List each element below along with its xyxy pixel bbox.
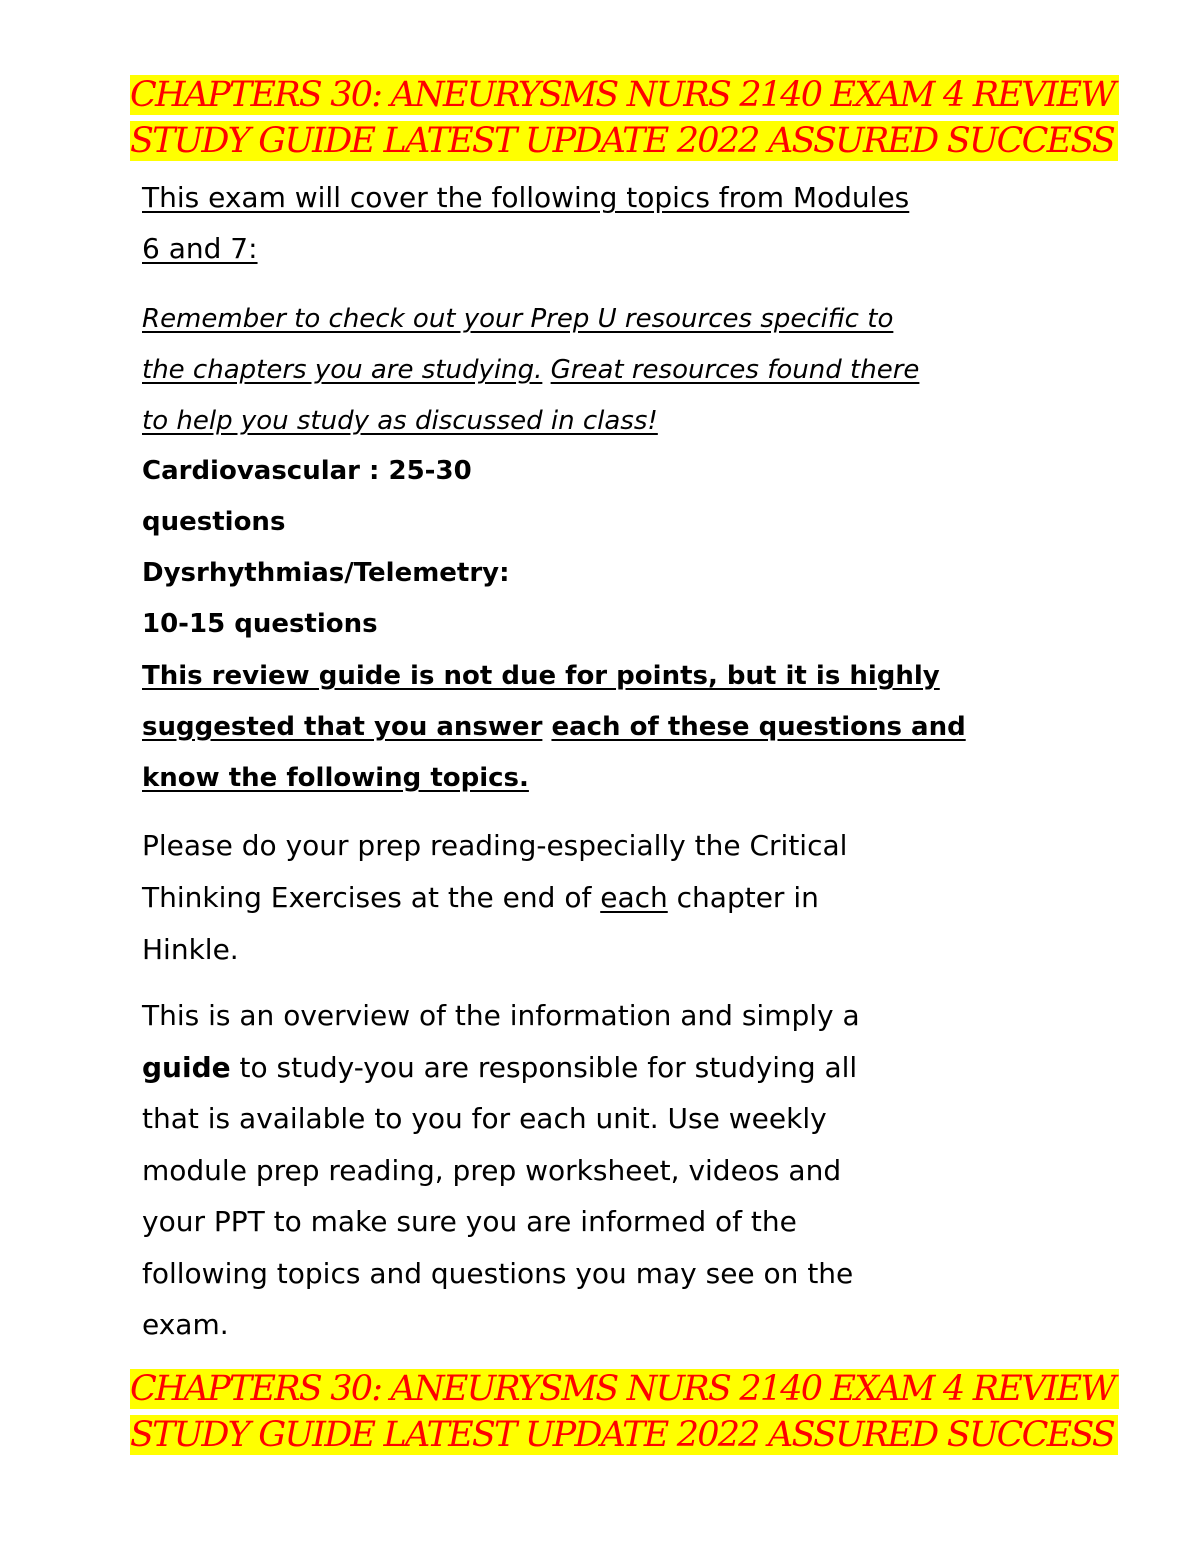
dysrhythmia-count-line-1: Dysrhythmias/Telemetry: <box>142 558 510 588</box>
overview-line-7: exam. <box>142 1308 229 1341</box>
title-line-1-repeat: CHAPTERS 30: ANEURYSMS NURS 2140 EXAM 4 REVIEW <box>130 1369 1119 1409</box>
review-line-2b: each of these questions and <box>551 712 966 742</box>
overview-line-2: to study-you are responsible for studying all <box>239 1050 858 1084</box>
overview-line-1: This is an overview of the information and simply a <box>142 999 860 1032</box>
review-line-2a: suggested that you answer <box>142 712 543 742</box>
title-line-2: STUDY GUIDE LATEST UPDATE 2022 ASSURED SUCCESS <box>130 121 1118 161</box>
review-guide-note <box>142 651 1092 804</box>
overview-line-6: following topics and questions you may see on the <box>142 1256 854 1290</box>
intro-line-1: This exam will cover the following topics from Modules <box>142 181 910 214</box>
reminder-line-1: Remember to check out your Prep U resources specific to <box>142 304 894 334</box>
prep-u-reminder <box>142 294 1092 447</box>
question-counts <box>142 446 1092 650</box>
title-line-1: CHAPTERS 30: ANEURYSMS NURS 2140 EXAM 4 REVIEW <box>130 75 1119 115</box>
cardio-count-line-1: Cardiovascular : 25-30 <box>142 456 472 486</box>
prep-line-2b: chapter in <box>676 881 819 914</box>
overview-line-5: your PPT to make sure you are informed of the <box>142 1205 797 1238</box>
title-banner-top <box>130 72 1115 164</box>
overview-line-3: that is available to you for each unit. Use weekly <box>142 1102 827 1135</box>
prep-line-3: Hinkle. <box>142 933 239 966</box>
prep-reading-paragraph <box>142 820 1092 976</box>
cardio-count-line-2: questions <box>142 507 286 537</box>
reminder-line-3: to help you study as discussed in class! <box>142 406 658 436</box>
overview-paragraph <box>142 990 1092 1351</box>
review-line-1: This review guide is not due for points, but it is highly <box>142 661 940 691</box>
prep-line-2a: Thinking Exercises at the end of <box>142 881 592 914</box>
dysrhythmia-count-line-2: 10-15 questions <box>142 609 378 639</box>
review-line-3: know the following topics. <box>142 763 529 793</box>
prep-line-2-emphasis: each <box>600 881 668 914</box>
prep-line-1: Please do your prep reading-especially the Critical <box>142 829 848 862</box>
overview-line-4: module prep reading, prep worksheet, videos and <box>142 1153 842 1187</box>
intro-line-2: 6 and 7: <box>142 232 258 265</box>
title-line-2-repeat: STUDY GUIDE LATEST UPDATE 2022 ASSURED SUCCESS <box>130 1415 1118 1455</box>
reminder-line-2a: the chapters you are studying. <box>142 355 543 385</box>
intro-paragraph <box>142 172 1092 274</box>
reminder-line-2b: Great resources found there <box>550 355 920 385</box>
title-banner-bottom <box>130 1366 1115 1458</box>
overview-guide-word: guide <box>142 1050 231 1084</box>
